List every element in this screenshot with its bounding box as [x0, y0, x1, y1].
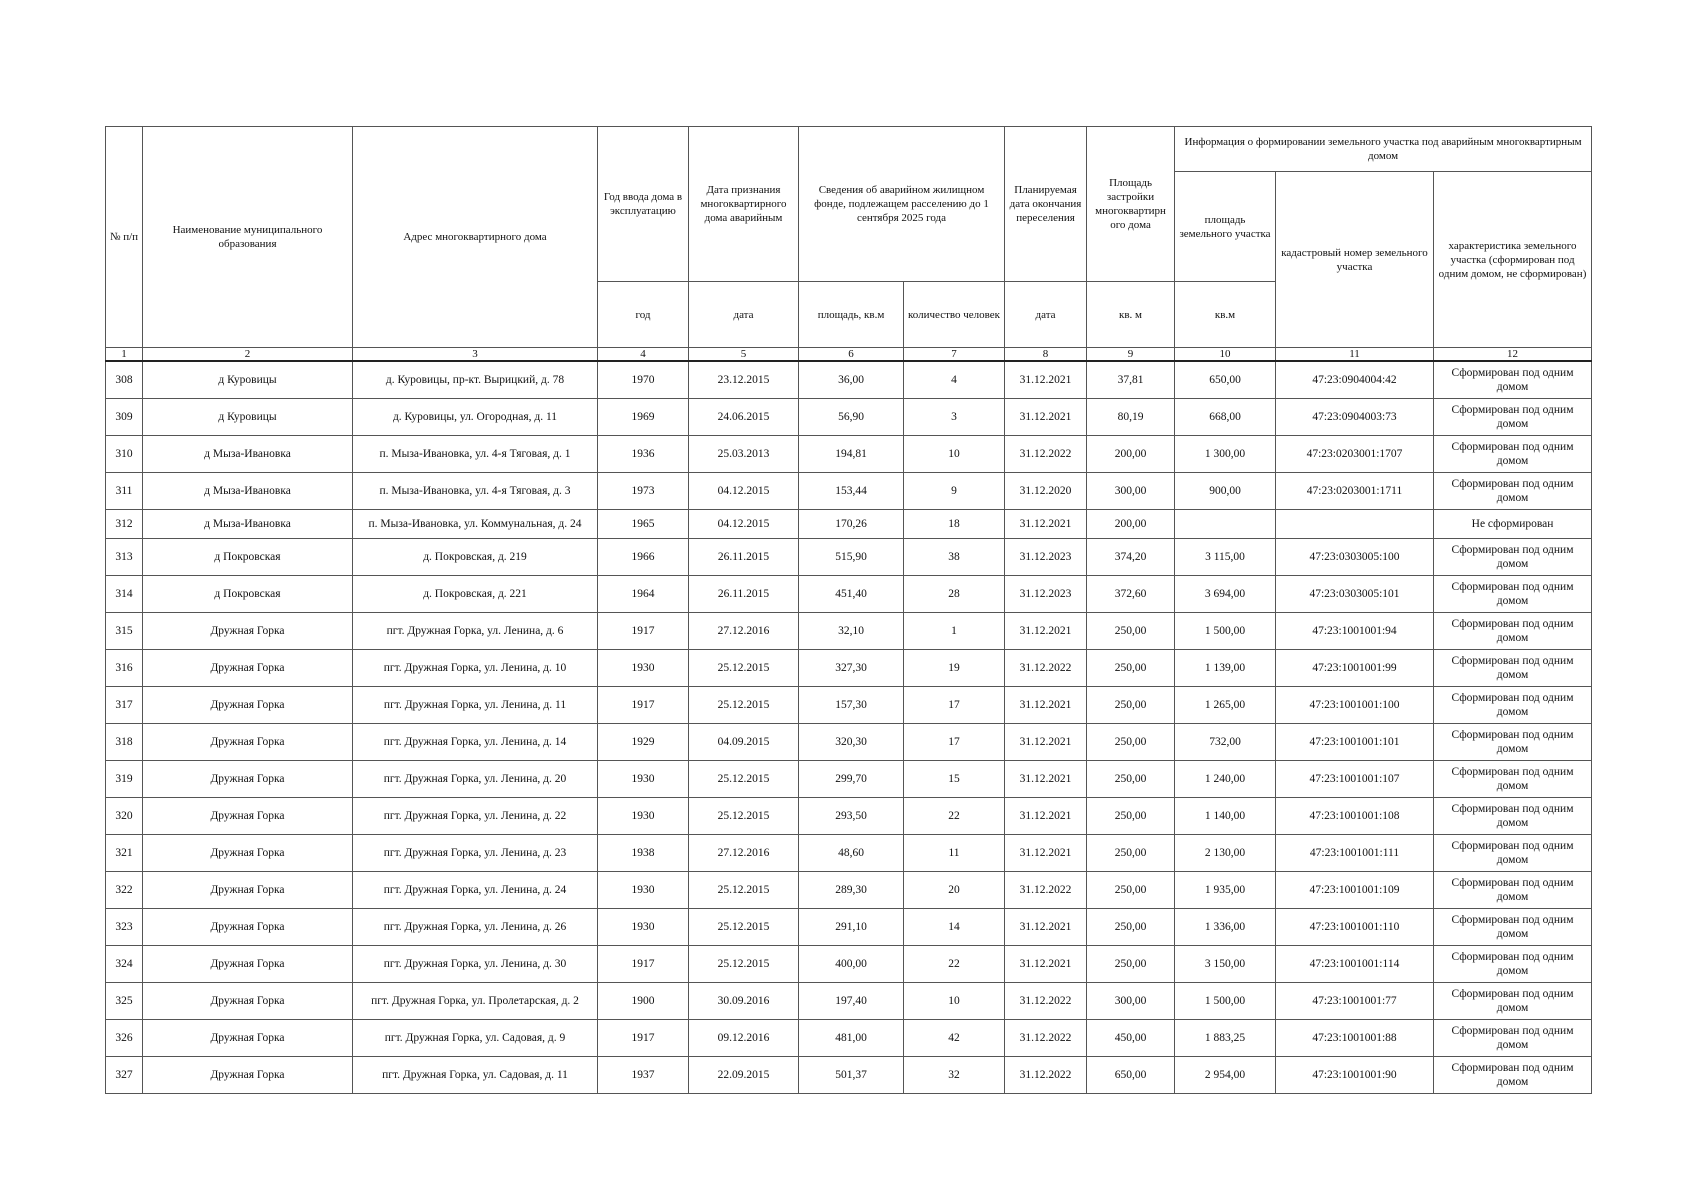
cell-people: 15 — [904, 761, 1005, 798]
cell-planned-date: 31.12.2021 — [1005, 761, 1087, 798]
cell-year-built: 1964 — [598, 576, 689, 613]
cell-date-declared: 30.09.2016 — [689, 983, 799, 1020]
cell-people: 4 — [904, 361, 1005, 399]
header-date-declared: Дата признания многоквартирного дома аварийным — [689, 127, 799, 282]
cell-cadastral — [1276, 510, 1434, 539]
cell-land-char: Сформирован под одним домом — [1434, 687, 1592, 724]
cell-people: 18 — [904, 510, 1005, 539]
cell-number: 311 — [106, 473, 143, 510]
cell-number: 325 — [106, 983, 143, 1020]
cell-number: 317 — [106, 687, 143, 724]
cell-cadastral: 47:23:0904003:73 — [1276, 399, 1434, 436]
cell-land-area: 650,00 — [1175, 361, 1276, 399]
header-land-area: площадь земельного участка — [1175, 172, 1276, 282]
cell-address: пгт. Дружная Горка, ул. Садовая, д. 9 — [353, 1020, 598, 1057]
cell-land-char: Сформирован под одним домом — [1434, 724, 1592, 761]
cell-address: пгт. Дружная Горка, ул. Пролетарская, д. 2 — [353, 983, 598, 1020]
cell-address: пгт. Дружная Горка, ул. Ленина, д. 23 — [353, 835, 598, 872]
cell-footprint: 37,81 — [1087, 361, 1175, 399]
cell-cadastral: 47:23:0303005:101 — [1276, 576, 1434, 613]
header-year-built: Год ввода дома в эксплуатацию — [598, 127, 689, 282]
cell-cadastral: 47:23:0904004:42 — [1276, 361, 1434, 399]
cell-number: 322 — [106, 872, 143, 909]
cell-land-char: Сформирован под одним домом — [1434, 650, 1592, 687]
cell-date-declared: 04.12.2015 — [689, 510, 799, 539]
table-row — [106, 1057, 1592, 1094]
cell-date-declared: 25.12.2015 — [689, 798, 799, 835]
table-row — [106, 687, 1592, 724]
cell-land-area: 3 694,00 — [1175, 576, 1276, 613]
table-row — [106, 835, 1592, 872]
cell-land-char: Сформирован под одним домом — [1434, 872, 1592, 909]
cell-area: 501,37 — [799, 1057, 904, 1094]
header-planned-date: Планируемая дата окончания переселения — [1005, 127, 1087, 282]
cell-land-area: 1 265,00 — [1175, 687, 1276, 724]
cell-number: 309 — [106, 399, 143, 436]
header-unit-date2: дата — [1005, 282, 1087, 348]
cell-cadastral: 47:23:1001001:108 — [1276, 798, 1434, 835]
cell-land-char: Не сформирован — [1434, 510, 1592, 539]
cell-year-built: 1969 — [598, 399, 689, 436]
cell-address: пгт. Дружная Горка, ул. Ленина, д. 30 — [353, 946, 598, 983]
cell-area: 48,60 — [799, 835, 904, 872]
cell-date-declared: 24.06.2015 — [689, 399, 799, 436]
cell-planned-date: 31.12.2021 — [1005, 613, 1087, 650]
cell-municipality: д Покровская — [143, 576, 353, 613]
cell-year-built: 1917 — [598, 946, 689, 983]
header-unit-people: количество человек — [904, 282, 1005, 348]
cell-number: 327 — [106, 1057, 143, 1094]
cell-year-built: 1966 — [598, 539, 689, 576]
cell-land-area: 1 300,00 — [1175, 436, 1276, 473]
header-num: № п/п — [106, 127, 143, 348]
cell-people: 42 — [904, 1020, 1005, 1057]
cell-number: 313 — [106, 539, 143, 576]
cell-address: пгт. Дружная Горка, ул. Ленина, д. 20 — [353, 761, 598, 798]
cell-area: 36,00 — [799, 361, 904, 399]
header-address: Адрес многоквартирного дома — [353, 127, 598, 348]
table-row — [106, 650, 1592, 687]
cell-people: 32 — [904, 1057, 1005, 1094]
cell-address: п. Мыза-Ивановка, ул. 4-я Тяговая, д. 3 — [353, 473, 598, 510]
table-row — [106, 724, 1592, 761]
cell-footprint: 250,00 — [1087, 724, 1175, 761]
cell-year-built: 1900 — [598, 983, 689, 1020]
cell-footprint: 250,00 — [1087, 798, 1175, 835]
column-numbers-row — [106, 348, 1592, 362]
cell-land-char: Сформирован под одним домом — [1434, 946, 1592, 983]
cell-people: 22 — [904, 798, 1005, 835]
col-number: 4 — [598, 348, 689, 362]
cell-municipality: д Куровицы — [143, 399, 353, 436]
cell-cadastral: 47:23:1001001:90 — [1276, 1057, 1434, 1094]
cell-footprint: 450,00 — [1087, 1020, 1175, 1057]
cell-land-area: 2 954,00 — [1175, 1057, 1276, 1094]
cell-footprint: 300,00 — [1087, 473, 1175, 510]
col-number: 8 — [1005, 348, 1087, 362]
cell-planned-date: 31.12.2023 — [1005, 539, 1087, 576]
cell-cadastral: 47:23:1001001:107 — [1276, 761, 1434, 798]
cell-cadastral: 47:23:1001001:101 — [1276, 724, 1434, 761]
cell-year-built: 1973 — [598, 473, 689, 510]
cell-footprint: 250,00 — [1087, 909, 1175, 946]
cell-planned-date: 31.12.2022 — [1005, 1057, 1087, 1094]
cell-municipality: д Покровская — [143, 539, 353, 576]
cell-date-declared: 04.12.2015 — [689, 473, 799, 510]
cell-municipality: Дружная Горка — [143, 872, 353, 909]
cell-land-char: Сформирован под одним домом — [1434, 798, 1592, 835]
cell-area: 289,30 — [799, 872, 904, 909]
cell-footprint: 250,00 — [1087, 872, 1175, 909]
cell-cadastral: 47:23:1001001:109 — [1276, 872, 1434, 909]
cell-municipality: д Мыза-Ивановка — [143, 473, 353, 510]
cell-cadastral: 47:23:0203001:1711 — [1276, 473, 1434, 510]
table-row — [106, 761, 1592, 798]
table-row — [106, 361, 1592, 399]
cell-land-area: 3 115,00 — [1175, 539, 1276, 576]
cell-land-area: 668,00 — [1175, 399, 1276, 436]
cell-land-char: Сформирован под одним домом — [1434, 1020, 1592, 1057]
table-row — [106, 1020, 1592, 1057]
cell-land-char: Сформирован под одним домом — [1434, 399, 1592, 436]
cell-address: п. Мыза-Ивановка, ул. 4-я Тяговая, д. 1 — [353, 436, 598, 473]
table-row — [106, 872, 1592, 909]
header-unit-area: площадь, кв.м — [799, 282, 904, 348]
cell-year-built: 1970 — [598, 361, 689, 399]
cell-address: пгт. Дружная Горка, ул. Ленина, д. 26 — [353, 909, 598, 946]
cell-cadastral: 47:23:0303005:100 — [1276, 539, 1434, 576]
cell-area: 320,30 — [799, 724, 904, 761]
cell-land-char: Сформирован под одним домом — [1434, 835, 1592, 872]
cell-planned-date: 31.12.2021 — [1005, 510, 1087, 539]
cell-municipality: Дружная Горка — [143, 909, 353, 946]
table-row — [106, 473, 1592, 510]
cell-land-area: 1 500,00 — [1175, 613, 1276, 650]
cell-people: 9 — [904, 473, 1005, 510]
cell-date-declared: 25.12.2015 — [689, 761, 799, 798]
table-row — [106, 510, 1592, 539]
cell-number: 314 — [106, 576, 143, 613]
cell-number: 321 — [106, 835, 143, 872]
cell-people: 10 — [904, 436, 1005, 473]
col-number: 12 — [1434, 348, 1592, 362]
cell-year-built: 1930 — [598, 798, 689, 835]
col-number: 1 — [106, 348, 143, 362]
cell-land-area: 3 150,00 — [1175, 946, 1276, 983]
cell-people: 10 — [904, 983, 1005, 1020]
cell-date-declared: 22.09.2015 — [689, 1057, 799, 1094]
cell-year-built: 1917 — [598, 687, 689, 724]
cell-people: 28 — [904, 576, 1005, 613]
cell-planned-date: 31.12.2021 — [1005, 361, 1087, 399]
cell-people: 20 — [904, 872, 1005, 909]
cell-planned-date: 31.12.2021 — [1005, 909, 1087, 946]
cell-number: 310 — [106, 436, 143, 473]
cell-area: 291,10 — [799, 909, 904, 946]
cell-number: 308 — [106, 361, 143, 399]
cell-area: 32,10 — [799, 613, 904, 650]
cell-footprint: 250,00 — [1087, 835, 1175, 872]
cell-municipality: Дружная Горка — [143, 946, 353, 983]
cell-municipality: Дружная Горка — [143, 613, 353, 650]
cell-year-built: 1938 — [598, 835, 689, 872]
cell-date-declared: 25.12.2015 — [689, 909, 799, 946]
cell-municipality: Дружная Горка — [143, 650, 353, 687]
cell-land-char: Сформирован под одним домом — [1434, 576, 1592, 613]
cell-footprint: 250,00 — [1087, 946, 1175, 983]
cell-cadastral: 47:23:1001001:111 — [1276, 835, 1434, 872]
cell-planned-date: 31.12.2021 — [1005, 946, 1087, 983]
col-number: 6 — [799, 348, 904, 362]
table-row — [106, 539, 1592, 576]
cell-address: д. Покровская, д. 219 — [353, 539, 598, 576]
cell-footprint: 200,00 — [1087, 510, 1175, 539]
cell-year-built: 1930 — [598, 761, 689, 798]
header-unit-sqm2: кв.м — [1175, 282, 1276, 348]
cell-area: 197,40 — [799, 983, 904, 1020]
cell-land-char: Сформирован под одним домом — [1434, 761, 1592, 798]
cell-date-declared: 27.12.2016 — [689, 613, 799, 650]
cell-date-declared: 25.03.2013 — [689, 436, 799, 473]
cell-planned-date: 31.12.2021 — [1005, 687, 1087, 724]
cell-land-area: 1 500,00 — [1175, 983, 1276, 1020]
cell-footprint: 650,00 — [1087, 1057, 1175, 1094]
cell-address: д. Куровицы, ул. Огородная, д. 11 — [353, 399, 598, 436]
cell-area: 481,00 — [799, 1020, 904, 1057]
cell-people: 38 — [904, 539, 1005, 576]
header-unit-date: дата — [689, 282, 799, 348]
cell-land-char: Сформирован под одним домом — [1434, 909, 1592, 946]
cell-date-declared: 25.12.2015 — [689, 687, 799, 724]
cell-planned-date: 31.12.2021 — [1005, 798, 1087, 835]
cell-planned-date: 31.12.2022 — [1005, 436, 1087, 473]
cell-land-area: 1 883,25 — [1175, 1020, 1276, 1057]
header-municipality: Наименование муниципального образования — [143, 127, 353, 348]
cell-address: пгт. Дружная Горка, ул. Ленина, д. 24 — [353, 872, 598, 909]
cell-area: 170,26 — [799, 510, 904, 539]
cell-land-area: 1 935,00 — [1175, 872, 1276, 909]
col-number: 10 — [1175, 348, 1276, 362]
cell-year-built: 1930 — [598, 872, 689, 909]
cell-address: пгт. Дружная Горка, ул. Ленина, д. 14 — [353, 724, 598, 761]
cell-people: 22 — [904, 946, 1005, 983]
table-row — [106, 399, 1592, 436]
header-footprint: Площадь застройки многоквартирн ого дома — [1087, 127, 1175, 282]
cell-people: 17 — [904, 724, 1005, 761]
cell-land-area: 1 139,00 — [1175, 650, 1276, 687]
cell-year-built: 1930 — [598, 650, 689, 687]
cell-people: 17 — [904, 687, 1005, 724]
cell-footprint: 200,00 — [1087, 436, 1175, 473]
cell-address: пгт. Дружная Горка, ул. Ленина, д. 10 — [353, 650, 598, 687]
cell-municipality: Дружная Горка — [143, 687, 353, 724]
cell-planned-date: 31.12.2021 — [1005, 724, 1087, 761]
cell-date-declared: 23.12.2015 — [689, 361, 799, 399]
table-row — [106, 436, 1592, 473]
cell-number: 319 — [106, 761, 143, 798]
cell-municipality: Дружная Горка — [143, 983, 353, 1020]
cell-area: 56,90 — [799, 399, 904, 436]
cell-people: 11 — [904, 835, 1005, 872]
cell-planned-date: 31.12.2023 — [1005, 576, 1087, 613]
cell-municipality: Дружная Горка — [143, 835, 353, 872]
cell-land-area: 1 240,00 — [1175, 761, 1276, 798]
cell-planned-date: 31.12.2022 — [1005, 1020, 1087, 1057]
cell-date-declared: 25.12.2015 — [689, 872, 799, 909]
cell-number: 315 — [106, 613, 143, 650]
table-row — [106, 946, 1592, 983]
cell-year-built: 1965 — [598, 510, 689, 539]
cell-municipality: д Мыза-Ивановка — [143, 510, 353, 539]
cell-people: 3 — [904, 399, 1005, 436]
cell-land-char: Сформирован под одним домом — [1434, 983, 1592, 1020]
cell-land-char: Сформирован под одним домом — [1434, 473, 1592, 510]
header-land-info: Информация о формировании земельного участка под аварийным многоквартирным домом — [1175, 127, 1592, 172]
cell-land-area: 1 336,00 — [1175, 909, 1276, 946]
cell-date-declared: 26.11.2015 — [689, 576, 799, 613]
cell-land-char: Сформирован под одним домом — [1434, 539, 1592, 576]
cell-planned-date: 31.12.2022 — [1005, 872, 1087, 909]
cell-footprint: 250,00 — [1087, 761, 1175, 798]
cell-cadastral: 47:23:0203001:1707 — [1276, 436, 1434, 473]
cell-planned-date: 31.12.2021 — [1005, 399, 1087, 436]
table-row — [106, 613, 1592, 650]
cell-land-char: Сформирован под одним домом — [1434, 1057, 1592, 1094]
col-number: 3 — [353, 348, 598, 362]
cell-footprint: 80,19 — [1087, 399, 1175, 436]
cell-date-declared: 25.12.2015 — [689, 650, 799, 687]
cell-footprint: 372,60 — [1087, 576, 1175, 613]
table-row — [106, 983, 1592, 1020]
cell-people: 14 — [904, 909, 1005, 946]
cell-area: 299,70 — [799, 761, 904, 798]
col-number: 5 — [689, 348, 799, 362]
cell-number: 326 — [106, 1020, 143, 1057]
cell-year-built: 1917 — [598, 1020, 689, 1057]
col-number: 9 — [1087, 348, 1175, 362]
header-unit-year: год — [598, 282, 689, 348]
cell-number: 316 — [106, 650, 143, 687]
cell-cadastral: 47:23:1001001:100 — [1276, 687, 1434, 724]
cell-municipality: Дружная Горка — [143, 1057, 353, 1094]
cell-area: 515,90 — [799, 539, 904, 576]
col-number: 2 — [143, 348, 353, 362]
cell-year-built: 1936 — [598, 436, 689, 473]
cell-area: 153,44 — [799, 473, 904, 510]
table-body — [106, 361, 1592, 1094]
cell-land-area: 732,00 — [1175, 724, 1276, 761]
cell-number: 324 — [106, 946, 143, 983]
cell-planned-date: 31.12.2020 — [1005, 473, 1087, 510]
header-land-char: характеристика земельного участка (сформирован под одним домом, не сформирован) — [1434, 172, 1592, 348]
header-cadastral: кадастровый номер земельного участка — [1276, 172, 1434, 348]
cell-people: 19 — [904, 650, 1005, 687]
cell-year-built: 1917 — [598, 613, 689, 650]
cell-address: пгт. Дружная Горка, ул. Ленина, д. 11 — [353, 687, 598, 724]
cell-municipality: Дружная Горка — [143, 724, 353, 761]
cell-land-char: Сформирован под одним домом — [1434, 613, 1592, 650]
cell-date-declared: 04.09.2015 — [689, 724, 799, 761]
cell-footprint: 250,00 — [1087, 650, 1175, 687]
cell-cadastral: 47:23:1001001:94 — [1276, 613, 1434, 650]
cell-area: 327,30 — [799, 650, 904, 687]
cell-municipality: д Мыза-Ивановка — [143, 436, 353, 473]
cell-municipality: Дружная Горка — [143, 1020, 353, 1057]
col-number: 7 — [904, 348, 1005, 362]
cell-municipality: Дружная Горка — [143, 761, 353, 798]
cell-land-area: 2 130,00 — [1175, 835, 1276, 872]
header-unit-sqm: кв. м — [1087, 282, 1175, 348]
cell-cadastral: 47:23:1001001:110 — [1276, 909, 1434, 946]
cell-area: 194,81 — [799, 436, 904, 473]
cell-date-declared: 25.12.2015 — [689, 946, 799, 983]
cell-footprint: 300,00 — [1087, 983, 1175, 1020]
table-row — [106, 576, 1592, 613]
cell-number: 312 — [106, 510, 143, 539]
cell-planned-date: 31.12.2022 — [1005, 650, 1087, 687]
cell-number: 320 — [106, 798, 143, 835]
cell-footprint: 250,00 — [1087, 613, 1175, 650]
cell-year-built: 1930 — [598, 909, 689, 946]
cell-cadastral: 47:23:1001001:99 — [1276, 650, 1434, 687]
cell-address: пгт. Дружная Горка, ул. Ленина, д. 6 — [353, 613, 598, 650]
cell-cadastral: 47:23:1001001:88 — [1276, 1020, 1434, 1057]
header-info: Сведения об аварийном жилищном фонде, подлежащем расселению до 1 сентября 2025 года — [799, 127, 1005, 282]
cell-area: 451,40 — [799, 576, 904, 613]
col-number: 11 — [1276, 348, 1434, 362]
cell-cadastral: 47:23:1001001:77 — [1276, 983, 1434, 1020]
cell-year-built: 1937 — [598, 1057, 689, 1094]
cell-land-area — [1175, 510, 1276, 539]
cell-number: 318 — [106, 724, 143, 761]
cell-land-char: Сформирован под одним домом — [1434, 436, 1592, 473]
cell-address: д. Куровицы, пр-кт. Вырицкий, д. 78 — [353, 361, 598, 399]
cell-cadastral: 47:23:1001001:114 — [1276, 946, 1434, 983]
cell-year-built: 1929 — [598, 724, 689, 761]
cell-footprint: 250,00 — [1087, 687, 1175, 724]
cell-date-declared: 27.12.2016 — [689, 835, 799, 872]
cell-municipality: д Куровицы — [143, 361, 353, 399]
emergency-housing-table — [105, 126, 1592, 1094]
cell-area: 157,30 — [799, 687, 904, 724]
cell-address: д. Покровская, д. 221 — [353, 576, 598, 613]
cell-date-declared: 09.12.2016 — [689, 1020, 799, 1057]
cell-area: 293,50 — [799, 798, 904, 835]
cell-planned-date: 31.12.2022 — [1005, 983, 1087, 1020]
cell-area: 400,00 — [799, 946, 904, 983]
cell-address: пгт. Дружная Горка, ул. Ленина, д. 22 — [353, 798, 598, 835]
cell-planned-date: 31.12.2021 — [1005, 835, 1087, 872]
table-row — [106, 798, 1592, 835]
cell-number: 323 — [106, 909, 143, 946]
cell-people: 1 — [904, 613, 1005, 650]
cell-address: пгт. Дружная Горка, ул. Садовая, д. 11 — [353, 1057, 598, 1094]
cell-land-area: 900,00 — [1175, 473, 1276, 510]
cell-date-declared: 26.11.2015 — [689, 539, 799, 576]
cell-land-area: 1 140,00 — [1175, 798, 1276, 835]
cell-address: п. Мыза-Ивановка, ул. Коммунальная, д. 24 — [353, 510, 598, 539]
cell-footprint: 374,20 — [1087, 539, 1175, 576]
cell-land-char: Сформирован под одним домом — [1434, 361, 1592, 399]
cell-municipality: Дружная Горка — [143, 798, 353, 835]
table-row — [106, 909, 1592, 946]
